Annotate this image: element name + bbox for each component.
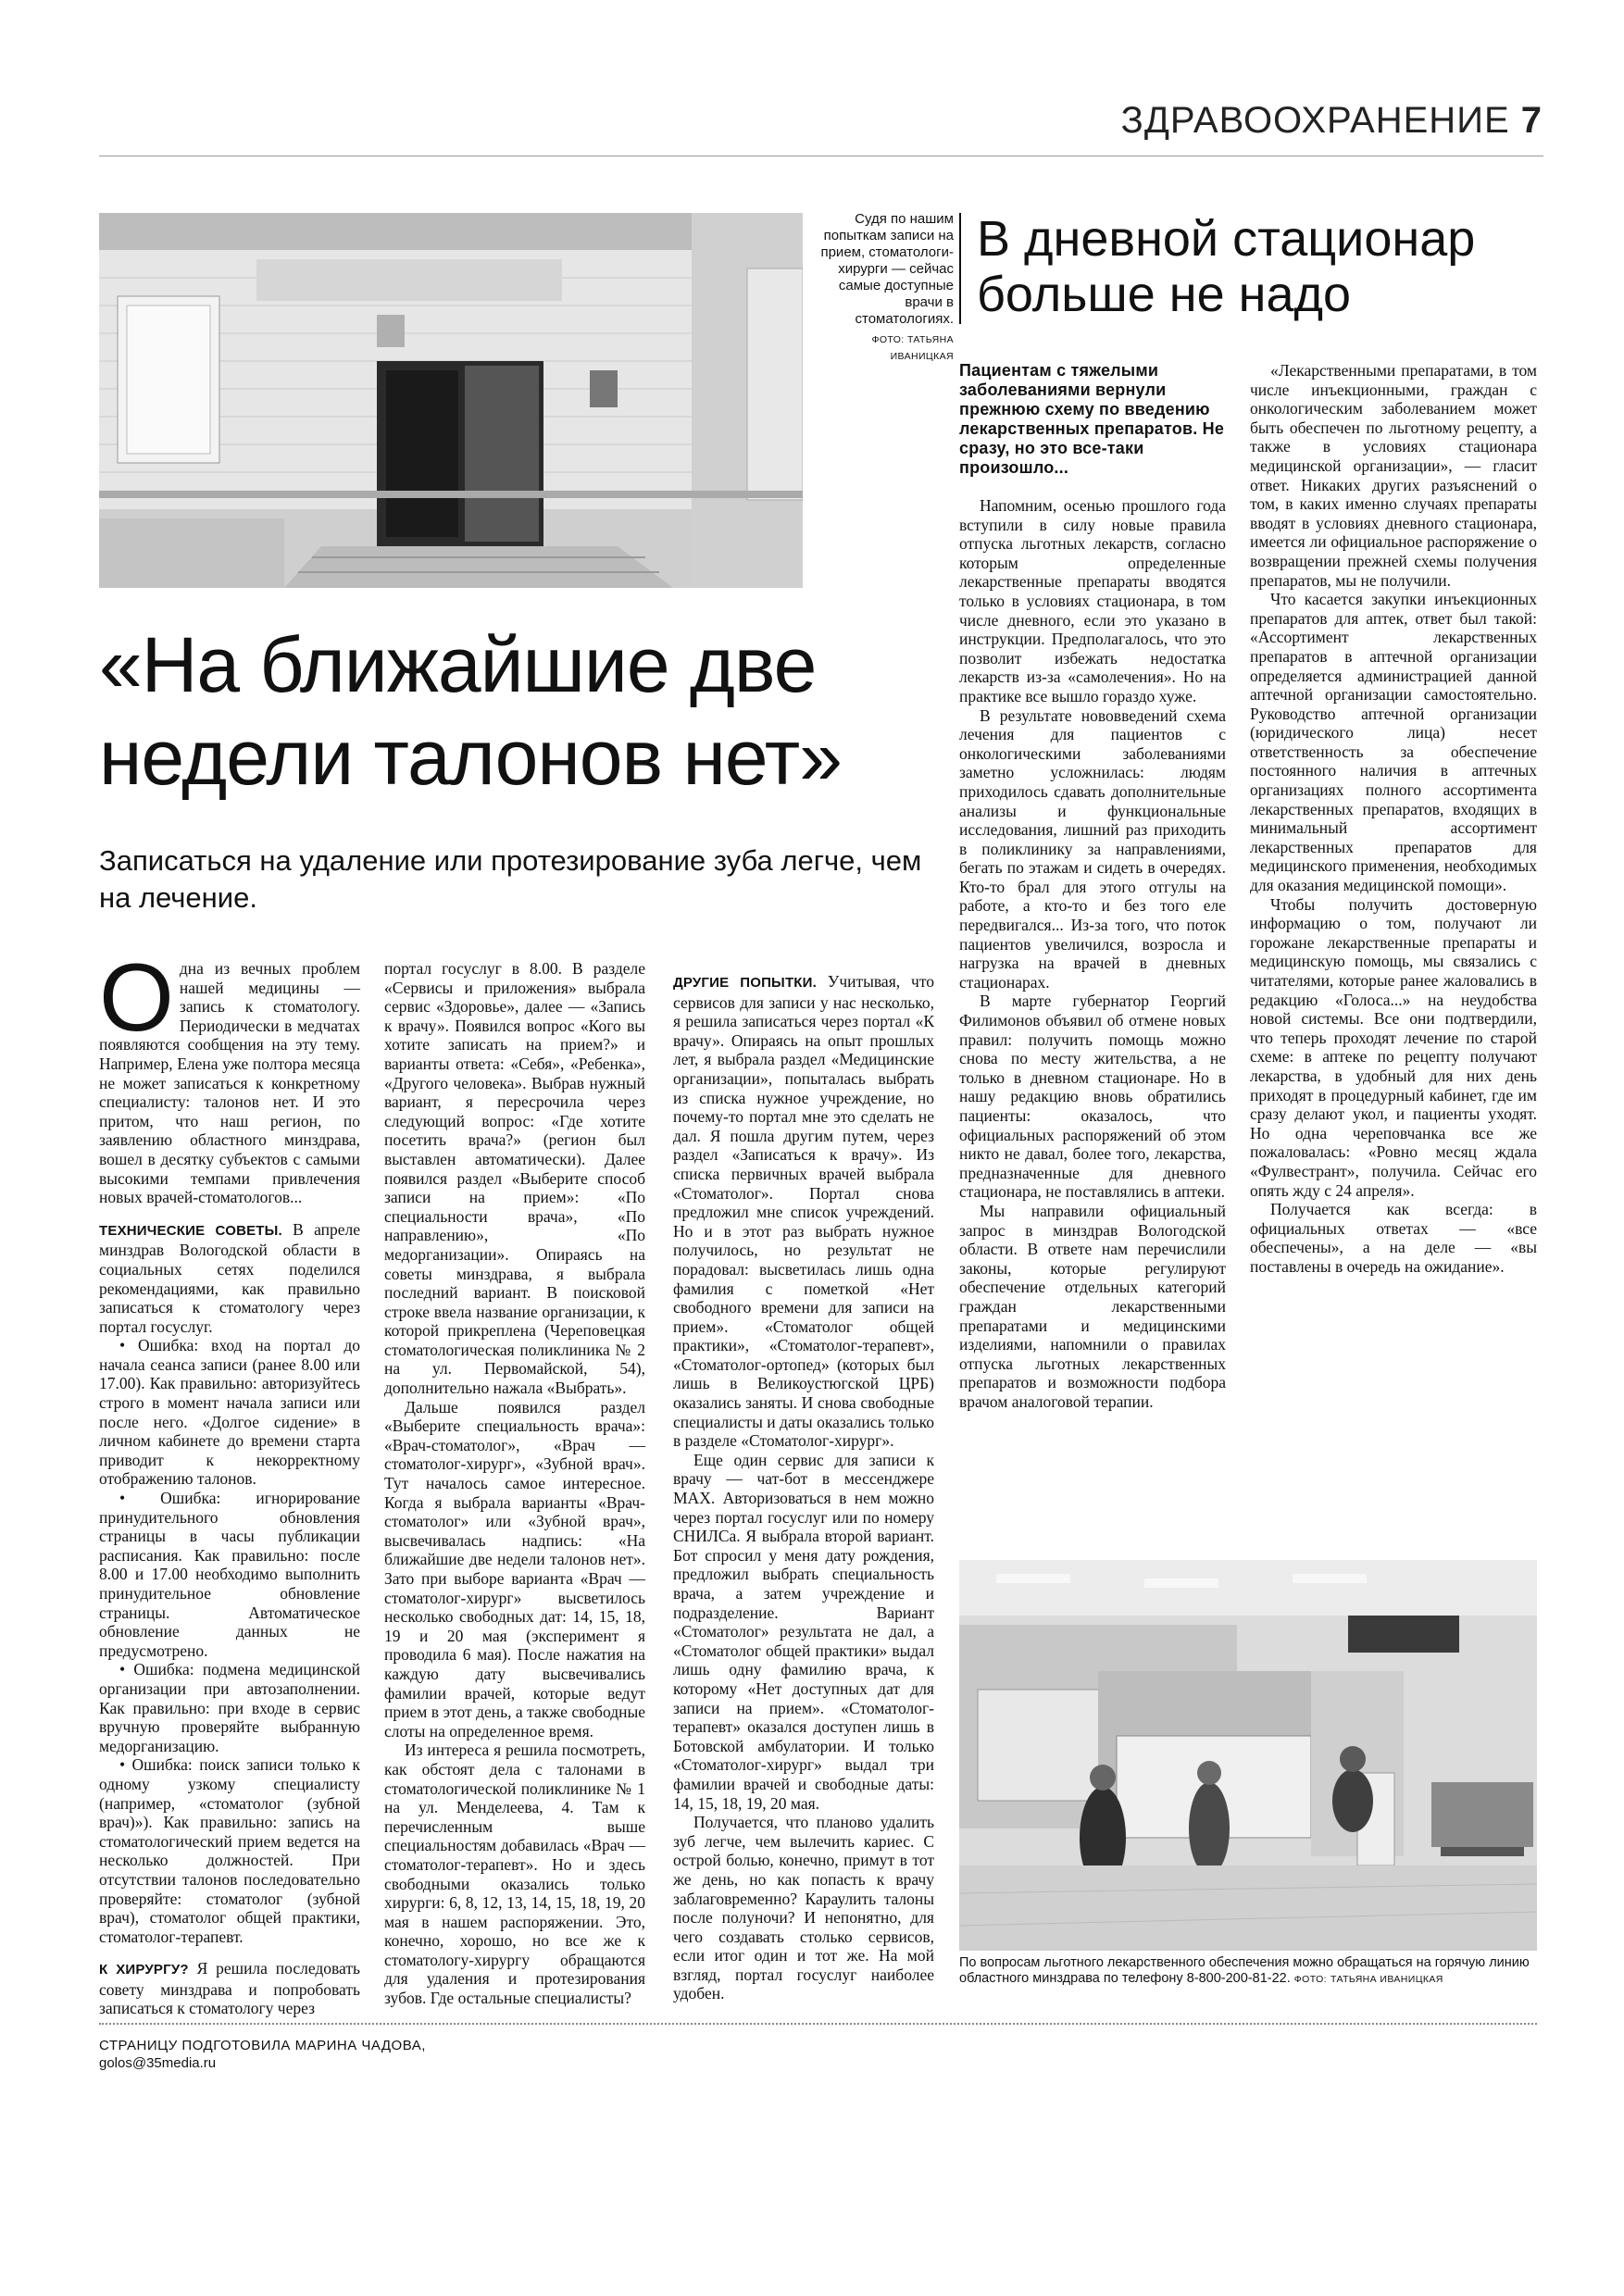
pharmacy-hall-image bbox=[959, 1560, 1537, 1951]
article2-headline-line2: больше не надо bbox=[977, 267, 1352, 322]
paragraph-text: • Ошибка: поиск записи только к одному узкому специалисту (например, «стоматолог (зубной врач)»). Как правильно: запись на стоматологический прием ведется на несколько должностей. При отсутствии талонов последовательно проверяйте: стоматолог (зубной врач), стоматолог общей практики, стоматолог-терапевт. bbox=[99, 1755, 360, 1946]
section-title: ЗДРАВООХРАНЕНИЕ bbox=[1120, 100, 1510, 141]
article2-headline-rule bbox=[959, 213, 961, 324]
paragraph bbox=[673, 1451, 934, 1813]
paragraph-text: • Ошибка: игнорирование принудительного обновления страницы в часы публикации расписания. Как правильно: после 8.00 и 17.00 необходимо выполнить принудительное обновление страницы. Автоматическое обновление данных не предусмотрено. bbox=[99, 1489, 360, 1660]
paragraph-text: В марте губернатор Георгий Филимонов объявил об отмене новых правил: получить помощь можно снова по месту жительства, а не только в дневном стационаре. Но в нашу редакцию вновь обратились пациенты: оказалось, что официальных распоряжений об этом никто не давал, более того, лекарства, предназначенные для дневного стационара, не поставлялись в аптеки. bbox=[959, 992, 1226, 1202]
article2-headline-line1: В дневной стационар bbox=[977, 211, 1476, 267]
paragraph-text: Я решила последовать совету минздрава и попробовать записаться к стоматологу через bbox=[99, 1959, 360, 2018]
paragraph bbox=[673, 1813, 934, 2003]
article2-headline bbox=[977, 211, 1532, 322]
paragraph-text: портал госуслуг в 8.00. В разделе «Сервисы и приложения» выбрала сервис «Здоровье», далее — «Запись к врачу». Появился вопрос «Кого вы хотите записать на прием?» и варианты ответа: «Себя», «Ребенка», «Другого человека». Выбрав нужный вариант, я пересрочила через следующий вопрос: «Где хотите посетить врача?» (регион был выставлен автоматически). Далее появился раздел «Выберите способ записи на прием»: «По специальности врача», «По направлению», «По медорганизации». Опираясь на советы минздрава, я выбрала последний вариант. В поисковой строке ввела название организации, к которой прикреплена (Череповецкая стоматологическая поликлиника № 2 на ул. Первомайской, 54), дополнительно нажала «Выбрать». bbox=[384, 959, 645, 1398]
paragraph bbox=[1250, 1200, 1537, 1276]
paragraph bbox=[99, 1959, 360, 2018]
photo2-credit-label: ФОТО: bbox=[1293, 1974, 1327, 1985]
drop-cap: О bbox=[99, 944, 174, 1052]
paragraph bbox=[959, 496, 1226, 706]
paragraph-text: Из интереса я решила посмотреть, как обстоят дела с талонами в стоматологической поликлинике № 1 на ул. Менделеева, 4. Там к перечисленным выше специальностям добавилась «Врач — стоматолог-терапевт». Но и здесь свободными оказались только хирурги: 6, 8, 12, 13, 14, 15, 18, 19, 20 мая в нашем распоряжении. Это, конечно, хорошо, но все же к стоматологу-хирургу обращаются для удаления и протезирования зубов. Где остальные специалисты? bbox=[384, 1741, 645, 2008]
article2-column-1 bbox=[959, 361, 1226, 1412]
paragraph bbox=[959, 706, 1226, 992]
paragraph-text: Получается, что планово удалить зуб легче, чем вылечить кариес. С острой болью, конечно, примут в тот же день, но как попасть к врачу заблаговременно? Караулить талоны после полуночи? И непонятно, для чего создавать столько сервисов, если итог один и тот же. На мой взгляд, портал госуслуг наиболее удобен. bbox=[673, 1813, 934, 2003]
paragraph-text: • Ошибка: вход на портал до начала сеанса записи (ранее 8.00 или 17.00). Как правильно: авторизуйтесь строго в момент начала записи или после него. «Долгое сидение» в личном кабинете до времени старта приводит к некорректному отображению талонов. bbox=[99, 1336, 360, 1489]
photo2-credit: ТАТЬЯНА ИВАНИЦКАЯ bbox=[1330, 1974, 1443, 1985]
paragraph bbox=[99, 1755, 360, 1946]
photo-pharmacy-hall bbox=[959, 1560, 1537, 1951]
paragraph-text: Напомним, осенью прошлого года вступили в силу новые правила отпуска льготных лекарств, согласно которым определенные лекарственные препараты вводятся только в условиях стационара, в том числе дневного, если это указано в инструкции. Предполагалось, что это позволит избежать недостатка лекарств из-за «самолечения». Но на практике все вышло гораздо хуже. bbox=[959, 496, 1226, 705]
paragraph bbox=[673, 972, 934, 1451]
article1-column-3 bbox=[673, 959, 934, 2003]
section-header bbox=[1121, 100, 1543, 142]
paragraph bbox=[99, 1489, 360, 1660]
paragraph-text: Чтобы получить достоверную информацию о том, получают ли горожане лекарственные препараты и медицинскую помощь, мы связались с читателями, которые ранее жаловались в редакцию «Голоса...» на неудобства новой системы. Все они подтвердили, что теперь проходят лечение по старой схеме: в аптеке по рецепту получают лекарства, в удобный для них день приходят в процедурный кабинет, где им сразу делают укол, и пациенты уходят. Но одна череповчанка все же пожаловалась: «Ровно месяц ждала «Фулвестрант», получила. Сейчас его опять жду с 24 апреля». bbox=[1250, 894, 1537, 1200]
footer-prepared-by: СТРАНИЦУ ПОДГОТОВИЛА МАРИНА ЧАДОВА, bbox=[99, 2038, 426, 2053]
article2-lead: Пациентам с тяжелыми заболеваниями вернули прежнюю схему по введению лекарственных препаратов. Не сразу, но это все-таки произошло... bbox=[959, 361, 1225, 477]
paragraph bbox=[1250, 590, 1537, 895]
paragraph-lead: ДРУГИЕ ПОПЫТКИ. bbox=[673, 975, 818, 991]
article1-headline-line1: «На ближайшие две bbox=[99, 621, 817, 708]
paragraph bbox=[99, 1660, 360, 1755]
paragraph bbox=[384, 1741, 645, 2007]
paragraph bbox=[384, 1398, 645, 1741]
article1-headline-line2: недели талонов нет» bbox=[99, 714, 842, 801]
paragraph bbox=[959, 1202, 1226, 1412]
photo1-caption-text: Судя по нашим попыткам записи на прием, стоматологи-хирурги — сейчас самые доступные врачи в стоматологиях. bbox=[820, 211, 954, 327]
paragraph bbox=[384, 959, 645, 1398]
paragraph-lead: ТЕХНИЧЕСКИЕ СОВЕТЫ. bbox=[99, 1222, 282, 1239]
article1-column-2 bbox=[384, 959, 645, 2008]
paragraph bbox=[99, 1220, 360, 1337]
paragraph-text: Дальше появился раздел «Выберите специальность врача»: «Врач-стоматолог», «Врач — стоматолог-хирург», «Зубной врач». Тут началось самое интересное. Когда я выбрала варианты «Врач-стоматолог» или «Зубной врач», высвечивалась надпись: «На ближайшие две недели талонов нет». Зато при выборе варианта «Врач — стоматолог-хирург» высветилось несколько свободных дат: 14, 15, 18, 19 и 20 мая (эксперимент я проводила 6 мая). После нажатия на каждую дату высвечивались фамилии врачей, которые ведут прием в этот день, а также свободные слоты на определенное время. bbox=[384, 1397, 645, 1741]
paragraph-text: В результате нововведений схема лечения для пациентов с онкологическими заболеваниями заметно усложнилась: людям приходилось сдавать дополнительные анализы и функциональные исследования, лишний раз приходить в поликлинику за направлениями, бегать по этажам и сидеть в очередях. Кто-то брал для этого отгулы на работе, а кто-то и без того еле передвигался... Из-за того, что поток пациентов увеличился, возросла и нагрузка на врачей в дневных стационарах. bbox=[959, 705, 1226, 992]
footer-credits bbox=[99, 2037, 426, 2072]
article1-subhead bbox=[99, 842, 951, 917]
photo2-caption-text: По вопросам льготного лекарственного обеспечения можно обращаться на горячую линию областного минздрава по телефону 8-800-200-81-22. bbox=[959, 1955, 1530, 1986]
photo-clinic-entrance bbox=[99, 213, 803, 588]
paragraph-text: Что касается закупки инъекционных препаратов для аптек, ответ был такой: «Ассортимент лекарственных препаратов в аптечной организации определяется администрацией данной аптечной организации самостоятельно. Руководство аптечной организации (юридического лица) несет ответственность за обеспечение постоянного наличия в аптечных организациях полного ассортимента лекарственных препаратов, входящих в минимальный ассортимент лекарственных препаратов для медицинского применения, необходимых для оказания медицинской помощи». bbox=[1250, 590, 1537, 895]
footer-rule bbox=[99, 2023, 1537, 2025]
paragraph bbox=[99, 944, 360, 1207]
paragraph-text: Мы направили официальный запрос в минздрав Вологодской области. В ответе нам перечислили законы, которые регулируют обеспечение отдельных категорий граждан лекарственными препаратами и медицинскими изделиями, напомнили о правилах отпуска льготных лекарственных препаратов и возможности подбора врачом аналоговой терапии. bbox=[959, 1201, 1226, 1411]
photo1-credit: ФОТО: ТАТЬЯНА ИВАНИЦКАЯ bbox=[871, 334, 954, 362]
footer-email: golos@35media.ru bbox=[99, 2055, 217, 2071]
clinic-entrance-image bbox=[99, 213, 803, 588]
photo1-caption bbox=[815, 211, 954, 365]
paragraph-text: • Ошибка: подмена медицинской организации при автозаполнении. Как правильно: при входе в сервис вручную проверяйте выбранную медорганизацию. bbox=[99, 1660, 360, 1755]
article1-headline bbox=[99, 618, 951, 804]
paragraph-text: Еще один сервис для записи к врачу — чат-бот в мессенджере MAX. Авторизоваться в нем можно через портал госуслуг или по номеру СНИЛСа. Я выбрала второй вариант. Бот спросил у меня дату рождения, предложил выбрать специальность врача, а затем учреждение и подразделение. Вариант «Стоматолог» результата не дал, а «Стоматолог общей практики» выдал лишь одну фамилию врача, к которому «Нет доступных дат для записи на прием». «Стоматолог-терапевт» оказался доступен лишь в Ботовской амбулатории. И только «Стоматолог-хирург» выдал три фамилии врачей и свободные даты: 14, 15, 18, 19, 20 мая. bbox=[673, 1450, 934, 1813]
paragraph bbox=[1250, 895, 1537, 1201]
page-number: 7 bbox=[1520, 100, 1543, 141]
article2-column-2 bbox=[1250, 361, 1537, 1277]
paragraph-text: Получается как всегда: в официальных ответах — «все обеспечены», а на деле — «вы поставлены в очередь на ожидание». bbox=[1250, 1200, 1537, 1276]
paragraph-text: В апреле минздрав Вологодской области в социальных сетях поделился рекомендациями, как правильно записаться к стоматологу через портал госуслуг. bbox=[99, 1219, 360, 1336]
paragraph-text: «Лекарственными препаратами, в том числе инъекционными, граждан с онкологическим заболеванием может быть обеспечен по льготному рецепту, а также в условиях стационара медицинской организации», — гласит ответ. Никаких других разъяснений о том, в каких именно случаях препараты вводят в условиях дневного стационара, имеется ли официальное распоряжение о возвращении прежней схемы получения препаратов, мы не получили. bbox=[1250, 361, 1537, 590]
paragraph-lead: К ХИРУРГУ? bbox=[99, 1962, 189, 1978]
paragraph bbox=[959, 992, 1226, 1202]
article1-subhead-text: Записаться на удаление или протезирование зуба легче, чем на лечение. bbox=[99, 844, 922, 914]
article1-column-1 bbox=[99, 944, 360, 2018]
photo2-caption bbox=[959, 1955, 1537, 1988]
paragraph-text: Учитывая, что сервисов для записи у нас несколько, я решила записаться через портал «К врачу». Опираясь на опыт прошлых лет, я выбрала раздел «Медицинские организации», попыталась выбрать из списка нужное учреждение, но почему-то портал мне это сделать не дал. Я пошла другим путем, через раздел «Записаться к врачу». Из списка первичных врачей выбрала «Стоматолог». Портал снова предложил мне список учреждений. Но и в этот раз выбрать нужное получилось, но результат не порадовал: высветилась лишь одна фамилия с пометкой «Нет свободного времени для записи на прием». «Стоматолог общей практики», «Стоматолог-терапевт», «Стоматолог-ортопед» (которых был лишь в Великоустюгской ЦРБ) оказались заняты. И снова свободные специалисты и даты оказались только в разделе «Стоматолог-хирург». bbox=[673, 972, 935, 1451]
paragraph bbox=[99, 1336, 360, 1489]
paragraph bbox=[1250, 361, 1537, 590]
paragraph-text: дна из вечных проблем нашей медицины — запись к стоматологу. Периодически в медчатах появляются сообщения на эту тему. Например, Елена уже полтора месяца не может записаться к конкретному специалисту: талонов нет. И это притом, что наш регион, по заявлению областного минздрава, вошел в десятку субъектов с самыми высокими темпами привлечения новых врачей-стоматологов... bbox=[99, 959, 360, 1207]
